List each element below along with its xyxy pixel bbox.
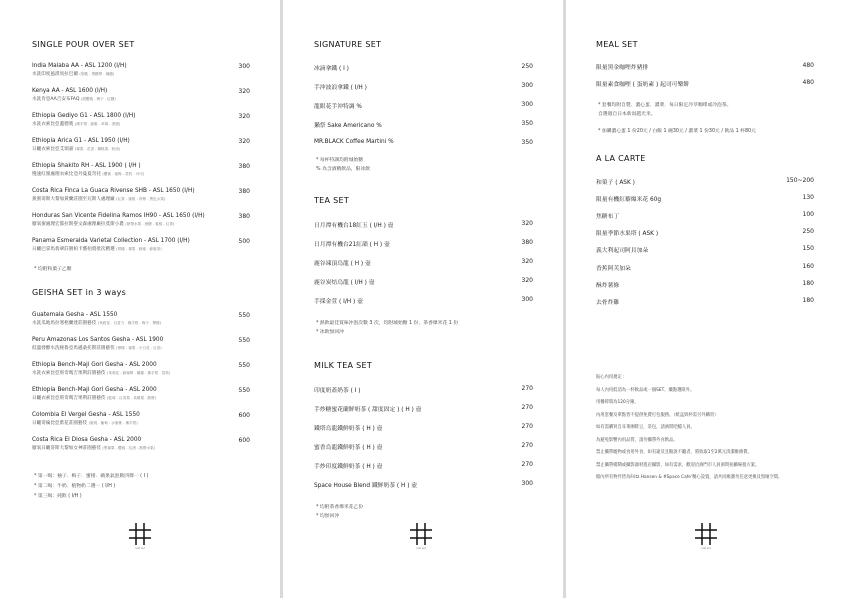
- item-name: 限量季節水果塔 ( ASK ): [596, 231, 659, 237]
- item-price: 550: [238, 312, 250, 319]
- item-name: 獺祭 Sake Americano %: [314, 123, 382, 129]
- item-tasting-notes: (胡桃 . 黑糖漿 . 辣醬): [79, 71, 115, 76]
- section-note: * 熱飲最佳賞味沖泡次數 3 次，均附城始糖 1 份，茶香爆米花 1 份: [316, 321, 459, 326]
- item-price: 130: [802, 194, 814, 201]
- menu-page-3: [566, 0, 846, 598]
- item-subtitle: 慢速紅蜜處理衣索比亞丹曼夏奇托: [32, 171, 101, 177]
- item-name: 鹿谷炭焙烏龍 ( I/H ) 壺: [314, 280, 375, 286]
- menu-item: [283, 139, 563, 145]
- item-price: 300: [521, 101, 533, 108]
- section-title-a-la-carte: A LA CARTE: [596, 154, 646, 163]
- item-price: 380: [238, 213, 250, 220]
- menu-item: [566, 228, 846, 237]
- menu-item: [566, 245, 846, 254]
- item-price: 600: [238, 437, 250, 444]
- item-tasting-notes: (茉莉花 . 蜂蜜檸 . 橘檬 . 佛手柑 . 荔枝): [106, 370, 171, 375]
- item-price: 600: [238, 412, 250, 419]
- item-tasting-notes: (熱帶水果 . 蔗糖 . 蜜桃 . 紅茶): [125, 221, 175, 226]
- menu-item: [0, 88, 280, 102]
- menu-item: [0, 437, 280, 451]
- item-tasting-notes: (茉莉花 . 百香力 . 佛手柑 . 梅子 . 檸檬): [97, 320, 162, 325]
- item-subtitle: 低溫發酵水洗秘魯亞馬遜桑托斯莊園藝伎: [32, 345, 115, 351]
- menu-item: [0, 337, 280, 351]
- menu-item: [0, 188, 280, 202]
- section-title-single-pour-over: SINGLE POUR OVER SET: [32, 40, 135, 49]
- item-price: 270: [521, 404, 533, 411]
- item-price: 320: [238, 113, 250, 120]
- menu-item: [566, 280, 846, 289]
- item-price: 180: [802, 280, 814, 287]
- item-name: 手沖波浪拿鐵 ( I/H ): [314, 85, 367, 91]
- section-title-meal-set: MEAL SET: [596, 40, 638, 49]
- item-name: 冰滴拿鐵 ( I ): [314, 66, 349, 72]
- cafe-logo: [694, 522, 718, 554]
- house-rule: 貼心內用規定 :: [596, 375, 625, 380]
- item-name: 鹿谷凍頂烏龍 ( H ) 壺: [314, 261, 371, 267]
- item-price: 350: [521, 139, 533, 146]
- item-tasting-notes: (紅茶 . 蜜桃 . 青檸 . 黑色水果): [116, 196, 166, 201]
- menu-item: [283, 120, 563, 129]
- menu-item: [283, 239, 563, 248]
- item-subtitle: 水洗印度風漬馬拉巴爾: [32, 71, 78, 77]
- item-name: 限量素食咖哩 ( 蛋奶素 ) 起司可樂餅: [596, 82, 690, 88]
- item-price: 160: [802, 263, 814, 270]
- item-name: 義大利起司阿貝加朵: [596, 248, 649, 254]
- item-subtitle: 日曬巴拿馬翡翠莊園柏卡薔拍賣批次精選: [32, 246, 115, 252]
- hash-logo-icon: [694, 522, 718, 546]
- item-name: Guatemala Gesha - ASL 1550: [32, 312, 118, 318]
- item-tasting-notes: (蜜桃 . 葡萄 . 水蜜桃 . 佛手柑): [88, 420, 138, 425]
- section-note: * 第三喝：純飲 ( I/H ): [34, 494, 82, 499]
- item-price: 350: [521, 120, 533, 127]
- item-price: 270: [521, 385, 533, 392]
- section-title-tea-set: TEA SET: [314, 196, 350, 205]
- house-rule: 禁止攜帶模鬧或攝影器材進店攝影，如有需求，歡迎洽詢門市人員詢問拍攝場租方案。: [596, 462, 760, 468]
- menu-page-1: [0, 0, 280, 598]
- menu-item: [0, 312, 280, 326]
- item-price: 320: [238, 138, 250, 145]
- logo-caption: rest set: [135, 547, 145, 550]
- item-tasting-notes: (佛手柑 . 蜂蜜 . 草莓 . 茶感): [74, 121, 121, 126]
- item-tasting-notes: (甜櫻桃 . 梅子 . 紅糖): [80, 96, 116, 101]
- item-price: 380: [521, 239, 533, 246]
- menu-item: [283, 461, 563, 470]
- item-price: 380: [238, 188, 250, 195]
- section-note: * 套餐均附自製．濃心蛋．濃菜．每日限定冷萃咖啡或冷泡茶。: [598, 103, 732, 108]
- item-tasting-notes: (黑莓果 . 櫻桃 . 紅酒 . 熱帶水果): [102, 445, 156, 450]
- item-subtitle: 水洗衣索比亞蓋德奧: [32, 121, 74, 127]
- item-name: MR.BLACK Coffee Martini %: [314, 139, 394, 145]
- item-price: 270: [521, 423, 533, 430]
- section-note: * 加購濃心蛋 1 份20元 / 白飯 1 碗30元 / 濃菜 1 份30元 / 飲品 1 杯80元: [598, 129, 756, 134]
- item-price: 270: [521, 461, 533, 468]
- item-price: 250: [521, 63, 533, 70]
- item-name: 日月潭有機台18紅玉 ( I/H ) 壺: [314, 223, 394, 229]
- item-name: Ethiopia Shakito RH - ASL 1900 ( I/H ): [32, 163, 141, 169]
- item-name: Costa Rica Finca La Guaca Rivense SHB - ASL 1650 (I/H): [32, 188, 195, 194]
- item-name: 去骨炸雞: [596, 300, 620, 306]
- menu-item: [283, 101, 563, 110]
- menu-item: [566, 79, 846, 88]
- section-note: 自選週自日本新潟越光米。: [598, 112, 656, 117]
- item-name: 酥炸薯條: [596, 283, 620, 289]
- item-name: 鐵塔烏龍鐵鮮奶茶 ( H ) 壺: [314, 426, 383, 432]
- item-subtitle: 水洗肯亞AA吉安布FAQ: [32, 96, 80, 102]
- item-subtitle: 日曬衣索比亞艾瑞嘉: [32, 146, 74, 152]
- item-name: 限量有機紅藜爆米花 60g: [596, 197, 662, 203]
- menu-page-2: [283, 0, 563, 598]
- menu-item: [566, 297, 846, 306]
- item-name: Ethiopia Bench-Maji Gori Gesha - ASL 2000: [32, 387, 157, 393]
- house-rule: 用餐時間為120分鐘。: [596, 400, 639, 405]
- item-name: 蜜香烏龍鐵鮮奶茶 ( H ) 壺: [314, 445, 383, 451]
- menu-item: [283, 296, 563, 305]
- logo-caption: rest set: [701, 547, 711, 550]
- house-rule: 內用套餐及單點皆不提供免費打包服務。（紙盒與杯需另外購買）: [596, 412, 719, 418]
- hash-logo-icon: [128, 522, 152, 546]
- item-name: 焦糖布丁: [596, 214, 620, 220]
- item-name: India Malaba AA - ASL 1200 (I/H): [32, 63, 127, 69]
- menu-item: [283, 82, 563, 91]
- menu-item: [283, 480, 563, 489]
- menu-item: [0, 362, 280, 376]
- item-price: 480: [802, 62, 814, 69]
- item-name: 和菓子 ( ASK ): [596, 180, 635, 186]
- menu-item: [566, 263, 846, 272]
- item-price: 320: [521, 220, 533, 227]
- item-subtitle: 水洗瓜地馬拉寒梧蘭達莊園藝伎: [32, 320, 97, 326]
- item-price: 150~200: [786, 177, 814, 184]
- item-name: 日月潭有機台21紅韻 ( H ) 壺: [314, 242, 390, 248]
- item-name: Kenya AA - ASL 1600 (I/H): [32, 88, 108, 94]
- item-name: Panama Esmeralda Varietal Collection - ASL 1700 (I/H): [32, 238, 190, 244]
- section-note: * 第二喝：牛奶．植物奶二選一 ( I/H ): [34, 484, 116, 489]
- item-name: 龍眼花手沖特調 %: [314, 104, 362, 110]
- item-price: 320: [238, 88, 250, 95]
- section-note: * 均無回沖: [316, 514, 340, 519]
- house-rules: [596, 374, 826, 487]
- item-name: 印度奶蓋奶茶 ( I ): [314, 388, 361, 394]
- item-price: 300: [238, 63, 250, 70]
- item-price: 300: [521, 82, 533, 89]
- item-price: 100: [802, 211, 814, 218]
- item-tasting-notes: (莓果 . 花香 . 楊桃果 . 奶油): [74, 146, 121, 151]
- menu-item: [566, 62, 846, 71]
- item-tasting-notes: (櫻桃 . 蜜梅 . 荔枝 . 可可): [102, 171, 145, 176]
- item-tasting-notes: (柑橘 . 莓果 . 蜂蜜 . 蜂蜜茶): [116, 246, 162, 251]
- item-price: 270: [521, 442, 533, 449]
- item-name: Ethiopia Arica G1 - ASL 1950 (I/H): [32, 138, 130, 144]
- item-name: 限量黑金咖哩炸豬排: [596, 65, 649, 71]
- item-name: Space House Blend 鐵鮮奶茶 ( H ) 壺: [314, 483, 418, 489]
- menu-item: [0, 238, 280, 252]
- menu-item: [0, 163, 280, 177]
- item-name: 手炒印度鐵鮮奶茶 ( H ) 壺: [314, 464, 383, 470]
- menu-item: [0, 412, 280, 426]
- item-price: 380: [238, 163, 250, 170]
- menu-item: [283, 404, 563, 413]
- item-price: 550: [238, 337, 250, 344]
- section-note: * 均附和菓子乙顆: [34, 267, 72, 272]
- section-title-milk-tea-set: MILK TEA SET: [314, 361, 373, 370]
- item-price: 480: [802, 79, 814, 86]
- menu-item: [566, 194, 846, 203]
- menu-item: [283, 385, 563, 394]
- section-title-geisha-set: GEISHA SET in 3 ways: [32, 288, 127, 297]
- menu-item: [283, 277, 563, 286]
- item-name: Honduras San Vicente Fidelina Ramos IH90 - ASL 1650 (I/H): [32, 213, 205, 219]
- item-tasting-notes: (檸檬 . 莓果 . 小白花 . 百香): [116, 345, 162, 350]
- item-name: Ethiopia Bench-Maji Gori Gesha - ASL 2000: [32, 362, 157, 368]
- house-rule: 如有需購買自耳萊咖啡豆，茶包，請詢問吧檯人員。: [596, 425, 695, 430]
- menu-item: [0, 63, 280, 77]
- item-name: Peru Amazonas Los Santos Gesha - ASL 1900: [32, 337, 164, 343]
- item-name: 手採金萱 ( I/H ) 壺: [314, 299, 363, 305]
- item-name: Colombia El Vergel Gesha - ASL 1550: [32, 412, 140, 418]
- item-price: 180: [802, 297, 814, 304]
- section-note: * 冰飲無回沖: [316, 330, 344, 335]
- menu-item: [283, 442, 563, 451]
- logo-caption: rest set: [416, 547, 426, 550]
- section-note: * 均附茶香爆米花乙份: [316, 505, 364, 510]
- item-name: Costa Rica El Diosa Gesha - ASL 2000: [32, 437, 142, 443]
- house-rule: 為避免影響內用品質，請勿攜帶外食飲品。: [596, 437, 678, 443]
- menu-item: [283, 220, 563, 229]
- section-note: % 為含酒精飲品，限冰飲: [316, 167, 371, 172]
- item-price: 150: [802, 245, 814, 252]
- cafe-logo: [409, 522, 433, 554]
- item-price: 250: [802, 228, 814, 235]
- item-name: Ethiopia Gediyo G1 - ASL 1800 (I/H): [32, 113, 136, 119]
- item-price: 320: [521, 258, 533, 265]
- item-price: 550: [238, 362, 250, 369]
- house-rule: 每人內用低消為一杯飲品或一個SET，藥點選限外。: [596, 387, 695, 393]
- item-price: 300: [521, 480, 533, 487]
- item-name: 手炒糖蜜花蘭鮮奶茶 ( 甜度固定 ) ( H ) 壺: [314, 407, 422, 413]
- item-subtitle: 厭氧蜜處理宏都拉斯聖文森處理廠拉莫斯小農: [32, 221, 124, 227]
- section-note: * 第一喝：柚子．梅子．蜜柑．蘋果氣泡飲四擇一 ( I ): [34, 474, 149, 479]
- house-rule: 禁止攜帶寵物或食用外食，如有違反且勸說不聽者，將收取1至2萬元清潔維修費。: [596, 450, 752, 455]
- menu-item: [283, 63, 563, 72]
- item-price: 300: [521, 296, 533, 303]
- menu-item: [0, 113, 280, 127]
- section-title-signature-set: SIGNATURE SET: [314, 40, 382, 49]
- menu-item: [283, 423, 563, 432]
- item-subtitle: 黃蜜哥斯大黎加黃蘭莊園至瓦斯人處理廠: [32, 196, 115, 202]
- item-price: 500: [238, 238, 250, 245]
- item-price: 550: [238, 387, 250, 394]
- item-tasting-notes: (藍莓 . 百香果 . 黃蘋果 . 熱帶): [106, 395, 157, 400]
- item-subtitle: 厭氧日曬哥斯大黎加女神莊園藝伎: [32, 445, 101, 451]
- item-subtitle: 日曬衣索比亞班奇瑪吉果利莊園藝伎: [32, 395, 106, 401]
- item-subtitle: 日曬哥倫比亞紫花莊園藝伎: [32, 420, 88, 426]
- menu-item: [0, 387, 280, 401]
- section-note: * 每杯特調均附城始糖: [316, 158, 364, 163]
- cafe-logo: [128, 522, 152, 554]
- menu-item: [566, 211, 846, 220]
- menu-item: [566, 177, 846, 186]
- item-price: 320: [521, 277, 533, 284]
- menu-item: [0, 138, 280, 152]
- hash-logo-icon: [409, 522, 433, 546]
- menu-item: [283, 258, 563, 267]
- item-name: 香蕉阿芙加朵: [596, 266, 631, 272]
- house-rule: 館內所有物件皆為Fritz Hansen & #Space Cafe'精心設置，請共同維護勿任意更換及毀壞空間。: [596, 475, 783, 480]
- item-subtitle: 水洗衣索比亞班奇瑪吉果利莊園藝伎: [32, 370, 106, 376]
- menu-item: [0, 213, 280, 227]
